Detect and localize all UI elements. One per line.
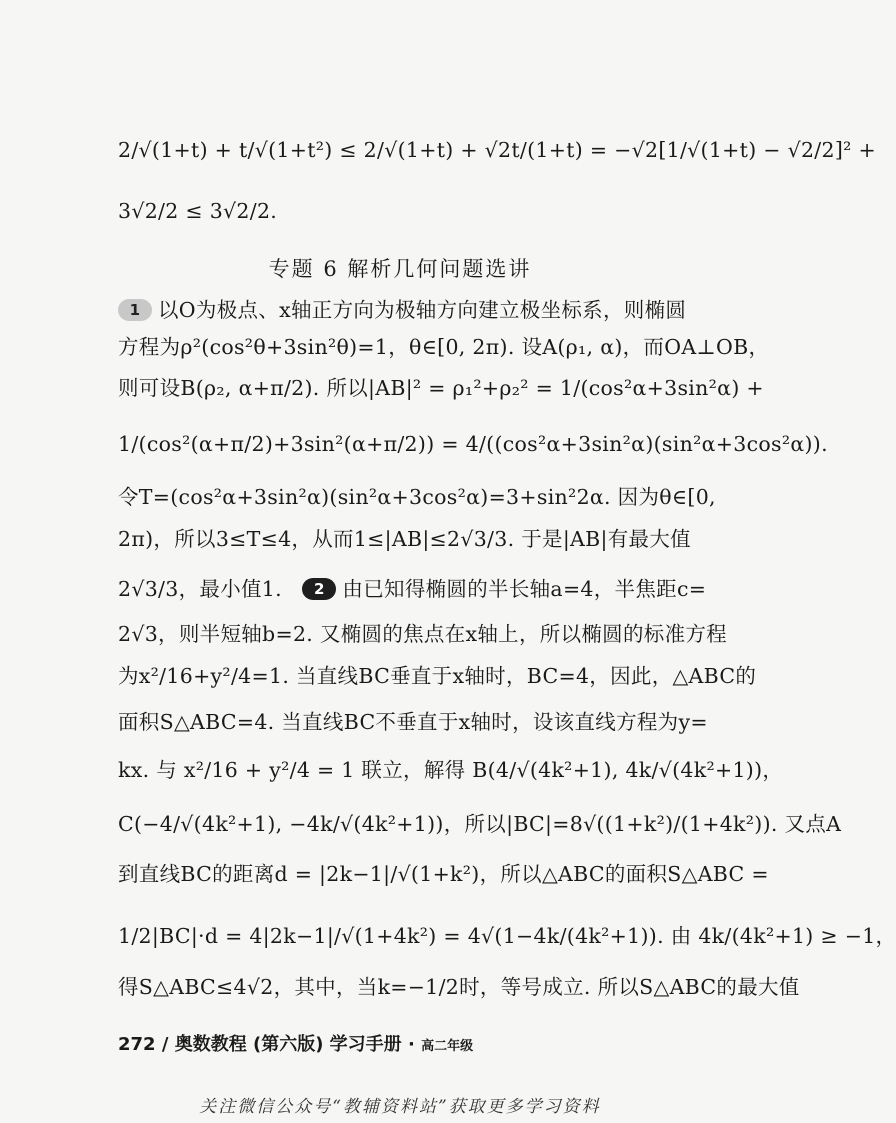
text-line-12: 面积S△ABC=4. 当直线BC不垂直于x轴时，设该直线方程为y= — [118, 710, 708, 734]
book-title: / 奥数教程 (第六版) 学习手册 · — [161, 1034, 415, 1055]
text-line-4: 方程为ρ²(cos²θ+3sin²θ)=1，θ∈[0, 2π). 设A(ρ₁, α)，而OA⊥OB， — [118, 335, 770, 359]
text-line-7: 令T=(cos²α+3sin²α)(sin²α+3cos²α)=3+sin²2α. 因为θ∈[0, — [118, 485, 716, 509]
text-line-6: 1/(cos²(α+π/2)+3sin²(α+π/2)) = 4/((cos²α+3sin²α)(sin²α+3cos²α)). — [118, 432, 828, 456]
text-line-9-cont: 由已知得椭圆的半长轴a=4，半焦距c= — [342, 577, 707, 601]
page-number: 272 — [118, 1034, 156, 1055]
text-line-5: 则可设B(ρ₂, α+π/2). 所以|AB|² = ρ₁²+ρ₂² = 1/(cos²α+3sin²α) + — [118, 376, 764, 400]
text-line-15: 到直线BC的距离d = |2k−1|/√(1+k²)，所以△ABC的面积S△ABC = — [118, 862, 769, 886]
section-title: 专题 6 解析几何问题选讲 — [268, 257, 532, 281]
text-line-3-text: 以O为极点、x轴正方向为极轴方向建立极坐标系，则椭圆 — [158, 298, 687, 322]
text-line-17: 得S△ABC≤4√2，其中，当k=−1/2时，等号成立. 所以S△ABC的最大值 — [118, 975, 800, 999]
watermark-text: 关注微信公众号“教辅资料站”获取更多学习资料 — [199, 1097, 601, 1117]
text-line-14: C(−4/√(4k²+1), −4k/√(4k²+1))，所以|BC|=8√((1+k²)/(1+4k²)). 又点A — [118, 812, 842, 836]
text-line-1: 2/√(1+t) + t/√(1+t²) ≤ 2/√(1+t) + √2t/(1+t) = −√2[1/√(1+t) − √2/2]² + — [118, 138, 876, 162]
problem-number-badge: 2 — [302, 578, 336, 600]
text-line-13: kx. 与 x²/16 + y²/4 = 1 联立，解得 B(4/√(4k²+1), 4k/√(4k²+1))， — [118, 758, 784, 782]
text-line-11: 为x²/16+y²/4=1. 当直线BC垂直于x轴时，BC=4，因此，△ABC的 — [118, 664, 757, 688]
text-line-8: 2π)，所以3≤T≤4，从而1≤|AB|≤2√3/3. 于是|AB|有最大值 — [118, 527, 691, 551]
problem-number-badge: 1 — [118, 299, 152, 321]
text-line-2: 3√2/2 ≤ 3√2/2. — [118, 199, 278, 223]
text-line-9 — [118, 577, 707, 602]
grade-label: 高二年级 — [421, 1039, 474, 1054]
page-footer — [118, 1030, 473, 1056]
text-line-16: 1/2|BC|·d = 4|2k−1|/√(1+4k²) = 4√(1−4k/(4k²+1)). 由 4k/(4k²+1) ≥ −1， — [118, 924, 896, 948]
text-line-9-text: 2√3/3，最小值1. — [118, 577, 282, 601]
text-line-10: 2√3，则半短轴b=2. 又椭圆的焦点在x轴上，所以椭圆的标准方程 — [118, 622, 727, 646]
text-line-3 — [118, 298, 688, 323]
